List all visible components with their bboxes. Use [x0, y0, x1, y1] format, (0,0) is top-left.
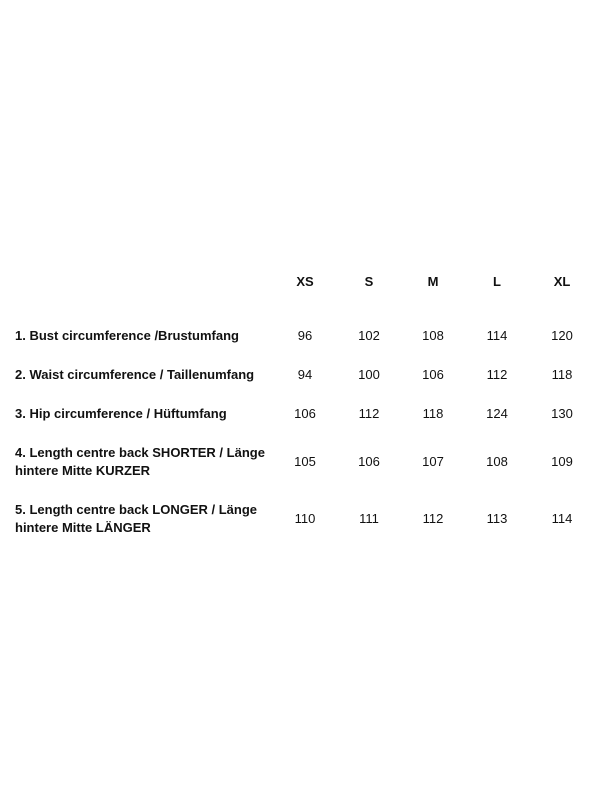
row-label-bust: 1. Bust circumference /Brustumfang	[15, 327, 239, 343]
header-size-l: L	[493, 273, 501, 289]
cell-value: 109	[551, 454, 573, 469]
header-size-s: S	[364, 273, 374, 289]
cell-value: 100	[358, 367, 380, 382]
cell-value: 105	[294, 454, 316, 469]
row-label-length-longer: 5. Length centre back LONGER / Länge hintere Mitte LÄNGER	[15, 501, 257, 535]
cell-value: 130	[551, 406, 573, 421]
row-label-hip: 3. Hip circumference / Hüftumfang	[15, 405, 227, 421]
table-row	[15, 316, 595, 355]
cell-value: 120	[551, 328, 573, 343]
header-size-xl: XL	[553, 273, 571, 289]
cell-value: 110	[294, 511, 316, 526]
table-row	[15, 355, 595, 394]
header-row	[15, 268, 595, 294]
cell-value: 108	[422, 328, 444, 343]
cell-value: 124	[486, 406, 508, 421]
row-label-waist: 2. Waist circumference / Taillenumfang	[15, 366, 255, 382]
cell-value: 112	[486, 367, 508, 382]
spacer-row	[15, 294, 595, 316]
cell-value: 106	[422, 367, 444, 382]
cell-value: 96	[297, 328, 313, 343]
cell-value: 114	[486, 328, 508, 343]
header-size-xs: XS	[296, 273, 314, 289]
cell-value: 107	[422, 454, 444, 469]
table-row	[15, 394, 595, 433]
header-empty-cell	[15, 268, 273, 294]
cell-value: 113	[486, 511, 508, 526]
header-size-m: M	[427, 273, 439, 289]
cell-value: 106	[358, 454, 380, 469]
cell-value: 111	[359, 511, 379, 526]
table-row	[15, 433, 595, 490]
cell-value: 106	[294, 406, 316, 421]
cell-value: 94	[297, 367, 313, 382]
cell-value: 118	[551, 367, 573, 382]
row-label-length-shorter: 4. Length centre back SHORTER / Länge hintere Mitte KURZER	[15, 444, 265, 478]
size-chart-table	[15, 268, 595, 547]
cell-value: 114	[551, 511, 573, 526]
cell-value: 102	[358, 328, 380, 343]
cell-value: 112	[422, 511, 444, 526]
cell-value: 112	[358, 406, 380, 421]
cell-value: 118	[422, 406, 444, 421]
table-row	[15, 490, 595, 547]
cell-value: 108	[486, 454, 508, 469]
